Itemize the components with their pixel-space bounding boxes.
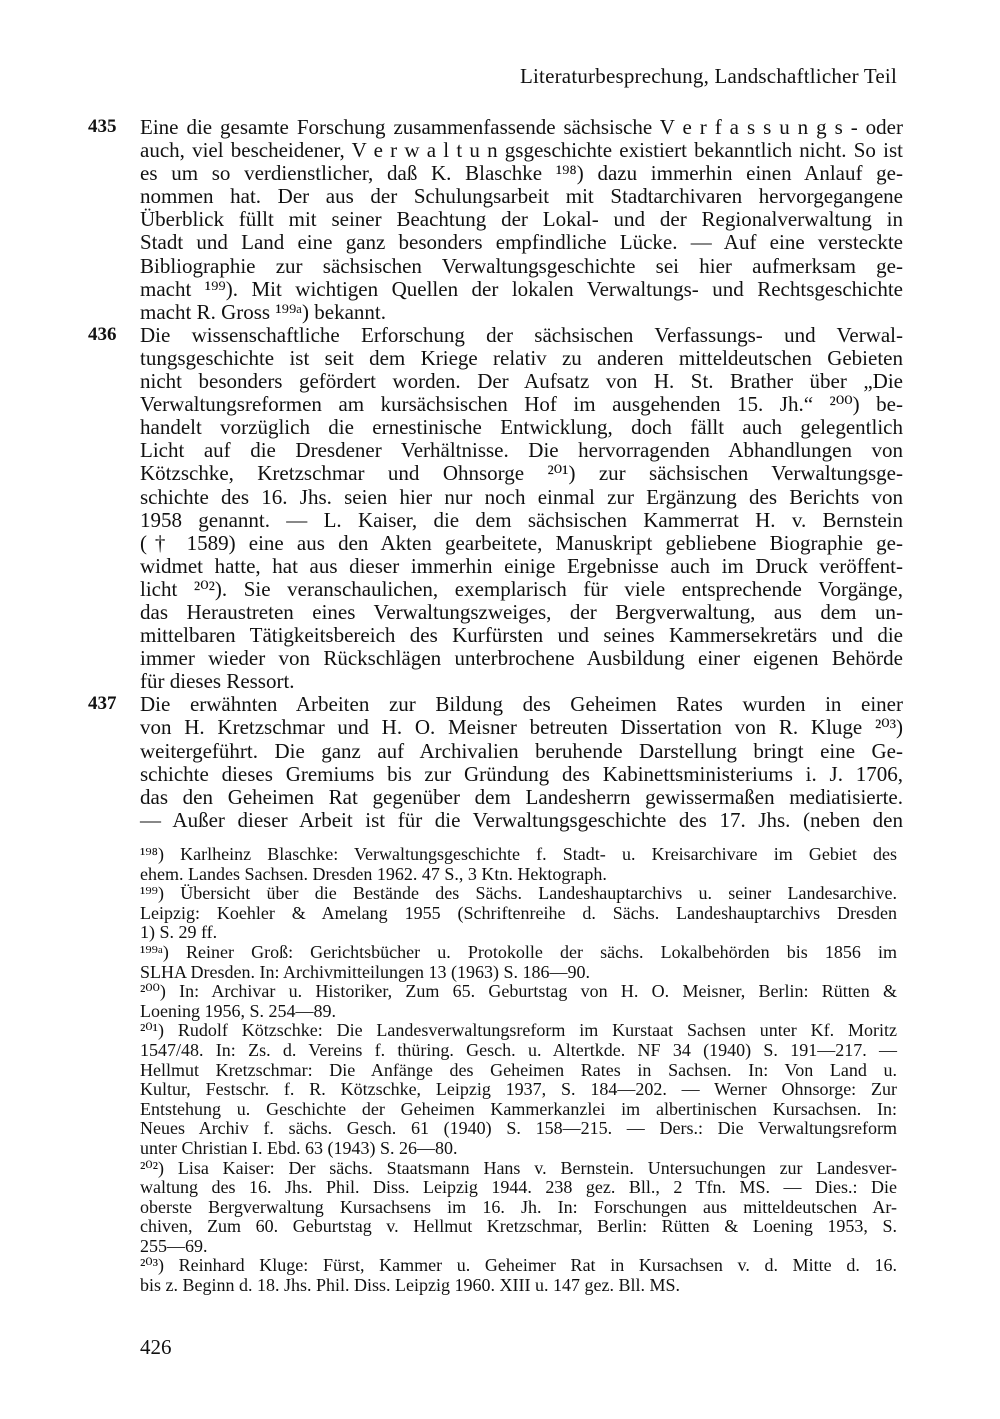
footnote-line: 1) S. 29 ff. (140, 922, 218, 943)
footnote-201 (140, 1021, 897, 1158)
text-line: das Heraustreten eines Verwaltungszweiges, der Bergverwaltung, aus dem un- (140, 599, 903, 624)
footnote-198 (140, 845, 897, 884)
footnote-line: chiven, Zum 60. Geburtstag v. Hellmut Kretzschmar, Berlin: Rütten & Loening 1953, S. (140, 1216, 897, 1237)
text-line: schichte dieses Gremiums bis zur Gründung des Kabinettsministeriums i. J. 1706, (140, 761, 903, 786)
text-line: — Außer dieser Arbeit ist für die Verwaltungsgeschichte des 17. Jhs. (neben den (140, 807, 903, 832)
text-line: tungsgeschichte ist seit dem Kriege relativ zu anderen mitteldeutschen Gebieten (140, 345, 903, 370)
footnote-199 (140, 884, 897, 943)
text-line: macht ¹⁹⁹). Mit wichtigen Quellen der lokalen Verwaltungs- und Rechtsgeschichte (140, 276, 903, 301)
text-line: nicht besonders gefördert worden. Der Aufsatz von H. St. Brather über „Die (140, 369, 903, 394)
footnote-line: unter Christian I. Ebd. 63 (1943) S. 26—80. (140, 1137, 458, 1158)
footnote-line: 1547/48. In: Zs. d. Vereins f. thüring. Gesch. u. Altertkde. NF 34 (1940) S. 191—217. — (140, 1039, 897, 1060)
footnote-line: ²⁰²) Lisa Kaiser: Der sächs. Staatsmann Hans v. Bernstein. Untersuchungen zur Landesver- (140, 1157, 897, 1178)
text-line: macht R. Gross ¹⁹⁹ᵃ) bekannt. (140, 299, 386, 324)
footnote-200 (140, 982, 897, 1021)
text-line: 1958 genannt. — L. Kaiser, die dem sächsischen Kammerrat H. v. Bernstein (140, 507, 903, 532)
footnote-line: SLHA Dresden. In: Archivmitteilungen 13 (1963) S. 186—90. (140, 961, 590, 982)
footnote-line: ehem. Landes Sachsen. Dresden 1962. 47 S., 3 Ktn. Hektograph. (140, 863, 607, 884)
footnote-line: Loening 1956, S. 254—89. (140, 1000, 336, 1021)
text-line: Überblick füllt mit seiner Beachtung der Lokal- und der Regionalverwaltung in (140, 207, 903, 232)
text-line: schichte des 16. Jhs. seien hier nur noch einmal zur Ergänzung des Berichts von (140, 484, 903, 509)
paragraph-number: 437 (88, 693, 117, 715)
text-line: weitergeführt. Die ganz auf Archivalien beruhende Darstellung bringt eine Ge- (140, 738, 903, 763)
running-header: Literaturbesprechung, Landschaftlicher Teil (519, 64, 897, 88)
text-line: immer wieder von Rückschlägen unterbrochene Ausbildung einer eigenen Behörde (140, 646, 903, 671)
footnote-line: oberste Bergverwaltung Kursachsens im 16. Jh. In: Forschungen aus mitteldeutschen Ar- (140, 1196, 897, 1217)
footnote-line: 255—69. (140, 1235, 208, 1256)
page-number: 426 (140, 1335, 172, 1359)
paragraph-437 (88, 693, 903, 832)
text-line: mittelbaren Tätigkeitsbereich des Kurfürsten und seines Kammersekretärs und die (140, 623, 903, 648)
text-line: für dieses Ressort. (140, 669, 295, 694)
footnote-line: bis z. Beginn d. 18. Jhs. Phil. Diss. Leipzig 1960. XIII u. 147 gez. Bll. MS. (140, 1275, 680, 1296)
text-line: licht ²⁰²). Sie veranschaulichen, exemplarisch für viele entsprechende Vorgänge, (140, 576, 903, 601)
footnote-line: Kultur, Festschr. f. R. Kötzschke, Leipzig 1937, S. 184—202. — Werner Ohnsorge: Zur (140, 1079, 897, 1100)
text-line: das den Geheimen Rat gegenüber dem Landesherrn gewissermaßen mediatisierte. (140, 784, 903, 809)
text-line: von H. Kretzschmar und H. O. Meisner betreuten Dissertation von R. Kluge ²⁰³) (140, 715, 903, 740)
text-line: Licht auf die Dresdener Verhältnisse. Die hervorragenden Abhandlungen von (140, 438, 903, 463)
text-line: es um so verdienstlicher, daß K. Blaschke ¹⁹⁸) dazu immerhin einen Anlauf ge- (140, 161, 903, 186)
text-line: Kötzschke, Kretzschmar und Ohnsorge ²⁰¹) zur sächsischen Verwaltungsge- (140, 461, 903, 486)
text-line: nommen hat. Der aus der Schulungsarbeit mit Stadtarchivaren hervorgegangene (140, 184, 903, 209)
footnote-line: ¹⁹⁸) Karlheinz Blaschke: Verwaltungsgeschichte f. Stadt- u. Kreisarchivare im Gebiet des (140, 844, 897, 864)
footnote-line: Neues Archiv f. sächs. Gesch. 61 (1940) S. 158—215. — Ders.: Die Verwaltungsreform (140, 1118, 897, 1139)
paragraph-435 (88, 116, 903, 324)
footnote-line: ¹⁹⁹) Übersicht über die Bestände des Sächs. Landeshauptarchivs u. seiner Landesarchive. (140, 883, 897, 904)
text-line: auch, viel bescheidener, V e r w a l t u n gsgeschichte existiert bekanntlich nicht. So ist (140, 138, 903, 163)
text-line: Verwaltungsreformen am kursächsischen Hof im ausgehenden 15. Jh.“ ²⁰⁰) be- (140, 392, 903, 417)
text-line: Die erwähnten Arbeiten zur Bildung des Geheimen Rates wurden in einer (140, 692, 903, 717)
text-line: Bibliographie zur sächsischen Verwaltungsgeschichte sei hier aufmerksam ge- (140, 253, 903, 278)
footnote-line: Leipzig: Koehler & Amelang 1955 (Schriftenreihe d. Sächs. Landeshauptarchivs Dresden (140, 902, 897, 923)
paragraph-436 (88, 324, 903, 694)
text-line: Stadt und Land eine ganz besonders empfindliche Lücke. — Auf eine versteckte (140, 230, 903, 255)
text-line: Die wissenschaftliche Erforschung der sächsischen Verfassungs- und Verwal- (140, 322, 903, 347)
footnote-202 (140, 1159, 897, 1257)
footnote-line: ²⁰⁰) In: Archivar u. Historiker, Zum 65. Geburtstag von H. O. Meisner, Berlin: Rütten & (140, 981, 897, 1002)
text-line: Eine die gesamte Forschung zusammenfassende sächsische V e r f a s s u n g s - oder (140, 115, 903, 139)
footnote-line: Entstehung u. Geschichte der Geheimen Kammerkanzlei im albertinischen Kursachsen. In: (140, 1098, 897, 1119)
body-text (88, 116, 903, 832)
footnote-line: Hellmut Kretzschmar: Die Anfänge des Geheimen Rates in Sachsen. In: Von Land u. (140, 1059, 897, 1080)
text-line: widmet hatte, hat aus dieser immerhin einige Ergebnisse auch im Druck veröffent- (140, 553, 903, 578)
text-line: († 1589) eine aus den Akten gearbeitete, Manuskript gebliebene Biographie ge- (140, 530, 903, 555)
paragraph-number: 436 (88, 323, 117, 345)
paragraph-number: 435 (88, 116, 117, 137)
footnote-line: ²⁰³) Reinhard Kluge: Fürst, Kammer u. Geheimer Rat in Kursachsen v. d. Mitte d. 16. (140, 1255, 897, 1276)
footnote-line: ²⁰¹) Rudolf Kötzschke: Die Landesverwaltungsreform im Kurstaat Sachsen unter Kf. Moritz (140, 1020, 897, 1041)
footnote-line: waltung des 16. Jhs. Phil. Diss. Leipzig 1944. 238 gez. Bll., 2 Tfn. MS. — Dies.: Die (140, 1177, 897, 1198)
footnote-line: ¹⁹⁹ᵃ) Reiner Groß: Gerichtsbücher u. Protokolle der sächs. Lokalbehörden bis 1856 im (140, 941, 897, 962)
footnote-203 (140, 1256, 897, 1295)
text-line: handelt vorzüglich die ernestinische Entwicklung, doch fällt auch gelegentlich (140, 415, 903, 440)
footnote-199a (140, 943, 897, 982)
footnotes (140, 845, 897, 1296)
